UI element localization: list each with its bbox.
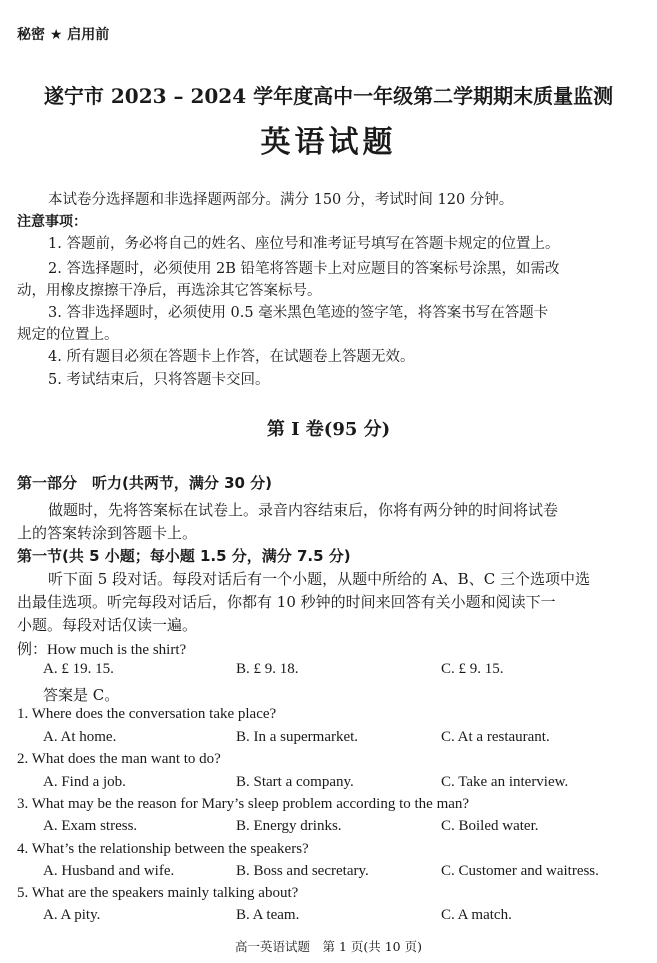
- subject-title: 英语试题: [260, 125, 397, 160]
- note-2-line-1: 2. 答选择题时，必须使用 2B 铅笔将答题卡上对应题目的答案标号涂黑，如需改: [48, 261, 560, 277]
- page-footer: 高一英语试题 第 1 页(共 10 页): [234, 939, 422, 954]
- example-answer: 答案是 C。: [43, 686, 120, 704]
- question-1-option-b: B. In a supermarket.: [236, 729, 359, 745]
- question-1-option-a: A. At home.: [43, 729, 117, 745]
- question-3-option-c: C. Boiled water.: [441, 818, 539, 834]
- question-5-option-b: B. A team.: [236, 907, 300, 923]
- confidential-label: 秘密 ★ 启用前: [17, 27, 110, 43]
- note-5: 5. 考试结束后，只将答题卡交回。: [48, 372, 270, 388]
- question-1: 1. Where does the conversation take place?: [17, 706, 277, 722]
- question-4-option-c: C. Customer and waitress.: [441, 863, 599, 879]
- note-2-line-2: 动，用橡皮擦擦干净后，再选涂其它答案标号。: [17, 283, 322, 299]
- example-option-b: B. £ 9. 18.: [236, 661, 299, 677]
- volume-title: 第 I 卷(95 分): [266, 419, 391, 440]
- example-question: [17, 638, 186, 659]
- part1-instructions-line-1: 做题时，先将答案标在试卷上。录音内容结束后，你将有两分钟的时间将试卷: [48, 501, 559, 519]
- section1-instructions-line-2: 出最佳选项。听完每段对话后，你都有 10 秒钟的时间来回答有关小题和阅读下一: [17, 593, 556, 611]
- question-2: 2. What does the man want to do?: [17, 751, 221, 767]
- question-3-option-a: A. Exam stress.: [43, 818, 138, 834]
- question-5-option-a: A. A pity.: [43, 907, 101, 923]
- question-1-option-c: C. At a restaurant.: [441, 729, 550, 745]
- section1-instructions-line-1: 听下面 5 段对话。每段对话后有一个小题，从题中所给的 A、B、C 三个选项中选: [48, 570, 590, 588]
- question-5: 5. What are the speakers mainly talking about?: [17, 885, 299, 901]
- note-1: 1. 答题前，务必将自己的姓名、座位号和准考证号填写在答题卡规定的位置上。: [48, 236, 560, 252]
- note-3-line-2: 规定的位置上。: [17, 327, 119, 343]
- intro-text: 本试卷分选择题和非选择题两部分。满分 150 分，考试时间 120 分钟。: [48, 192, 514, 208]
- question-4-option-b: B. Boss and secretary.: [236, 863, 369, 879]
- example-label: 例：: [17, 640, 48, 658]
- example-question-text: How much is the shirt?: [47, 642, 187, 658]
- question-5-option-c: C. A match.: [441, 907, 512, 923]
- example-option-a: A. £ 19. 15.: [43, 661, 114, 677]
- exam-title: 遂宁市 2023 – 2024 学年度高中一年级第二学期期末质量监测: [43, 84, 614, 108]
- question-4: 4. What’s the relationship between the speakers?: [17, 841, 309, 857]
- part1-instructions-line-2: 上的答案转涂到答题卡上。: [17, 524, 198, 542]
- section1-instructions-line-3: 小题。每段对话仅读一遍。: [17, 616, 198, 634]
- question-3: 3. What may be the reason for Mary’s sleep problem according to the man?: [17, 796, 470, 812]
- section1-title: 第一节(共 5 小题；每小题 1.5 分，满分 7.5 分): [17, 547, 351, 565]
- note-4: 4. 所有题目必须在答题卡上作答，在试题卷上答题无效。: [48, 349, 415, 365]
- question-2-option-a: A. Find a job.: [43, 774, 126, 790]
- question-2-option-c: C. Take an interview.: [441, 774, 569, 790]
- part1-title: 第一部分 听力(共两节，满分 30 分): [17, 474, 273, 492]
- note-3-line-1: 3. 答非选择题时，必须使用 0.5 毫米黑色笔迹的签字笔，将答案书写在答题卡: [48, 305, 549, 321]
- notes-heading: 注意事项：: [17, 214, 87, 230]
- question-3-option-b: B. Energy drinks.: [236, 818, 342, 834]
- example-option-c: C. £ 9. 15.: [441, 661, 504, 677]
- question-4-option-a: A. Husband and wife.: [43, 863, 175, 879]
- question-2-option-b: B. Start a company.: [236, 774, 354, 790]
